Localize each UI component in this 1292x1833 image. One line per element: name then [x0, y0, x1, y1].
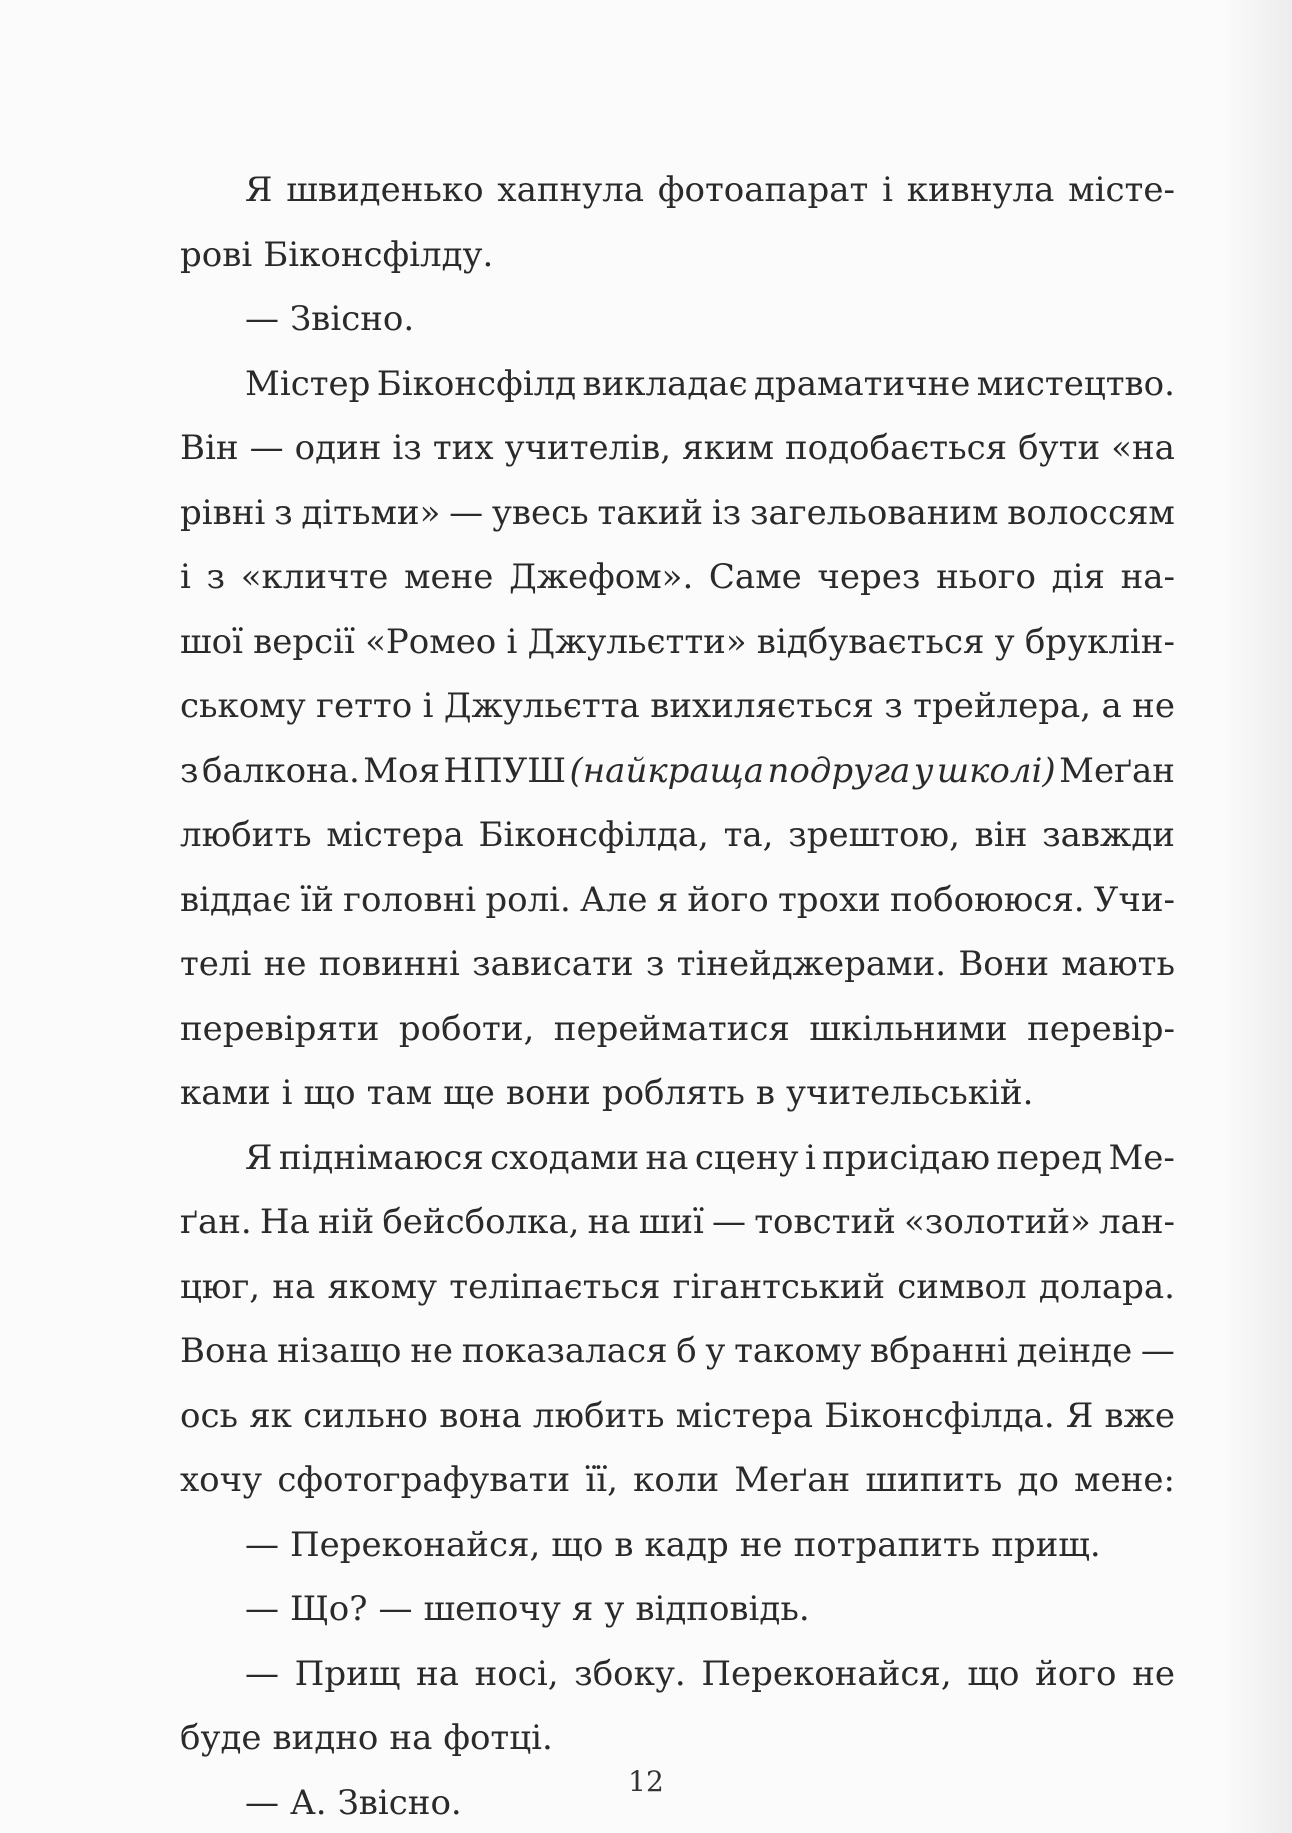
- text-line: телі не повинні зависати з тінейджерами. Вони мають: [180, 944, 1175, 984]
- text-line: хочу сфотографувати її, коли Меґан шипить до мене:: [180, 1460, 1175, 1500]
- text-line: і з «кличте мене Джефом». Саме через нього дія на-: [180, 557, 1175, 597]
- text-line: рівні з дітьми» — увесь такий із загельованим волоссям: [180, 492, 1175, 533]
- text-line: — Прищ на носі, збоку. Переконайся, що його не: [245, 1653, 1175, 1694]
- text-line: з балкона. Моя НПУШ (найкраща подруга у школі) Меґан: [180, 750, 1175, 791]
- text-line: цюг, на якому теліпається гігантський символ долара.: [180, 1266, 1175, 1307]
- page-number: 12: [628, 1765, 664, 1798]
- text-line: Вона нізащо не показалася б у такому вбранні деінде —: [180, 1331, 1175, 1371]
- text-line: Я піднімаюся сходами на сцену і присідаю перед Ме-: [245, 1137, 1175, 1178]
- text-line: — Переконайся, що в кадр не потрапить прищ.: [245, 1524, 1101, 1565]
- text-line: ось як сильно вона любить містера Біконсфілда. Я вже: [180, 1395, 1175, 1436]
- text-line: — Звісно.: [245, 299, 415, 339]
- text-line: шої версії «Ромео і Джульєтти» відбувається у бруклін-: [180, 621, 1175, 662]
- text-line: рові Біконсфілду.: [180, 234, 494, 275]
- text-line: Я швиденько хапнула фотоапарат і кивнула місте-: [245, 170, 1175, 210]
- text-line: — А. Звісно.: [245, 1782, 462, 1823]
- page-edge-shadow: [1222, 0, 1292, 1833]
- text-line: ґан. На ній бейсболка, на шиї — товстий «золотий» лан-: [180, 1202, 1175, 1242]
- text-line: буде видно на фотці.: [180, 1718, 553, 1758]
- text-line: ському гетто і Джульєтта вихиляється з трейлера, а не: [180, 686, 1175, 726]
- body-text: [180, 158, 1175, 1833]
- text-line: Він — один із тих учителів, яким подобається бути «на: [180, 428, 1175, 468]
- text-line: віддає їй головні ролі. Але я його трохи побоююся. Учи-: [180, 879, 1175, 920]
- text-line: ками і що там ще вони роблять в учительській.: [180, 1073, 1034, 1113]
- text-line: Містер Біконсфілд викладає драматичне мистецтво.: [245, 363, 1175, 404]
- text-line: перевіряти роботи, перейматися шкільними перевір-: [180, 1008, 1175, 1049]
- text-line: любить містера Біконсфілда, та, зрештою, він завжди: [180, 815, 1175, 855]
- text-line: — Що? — шепочу я у відповідь.: [245, 1589, 810, 1629]
